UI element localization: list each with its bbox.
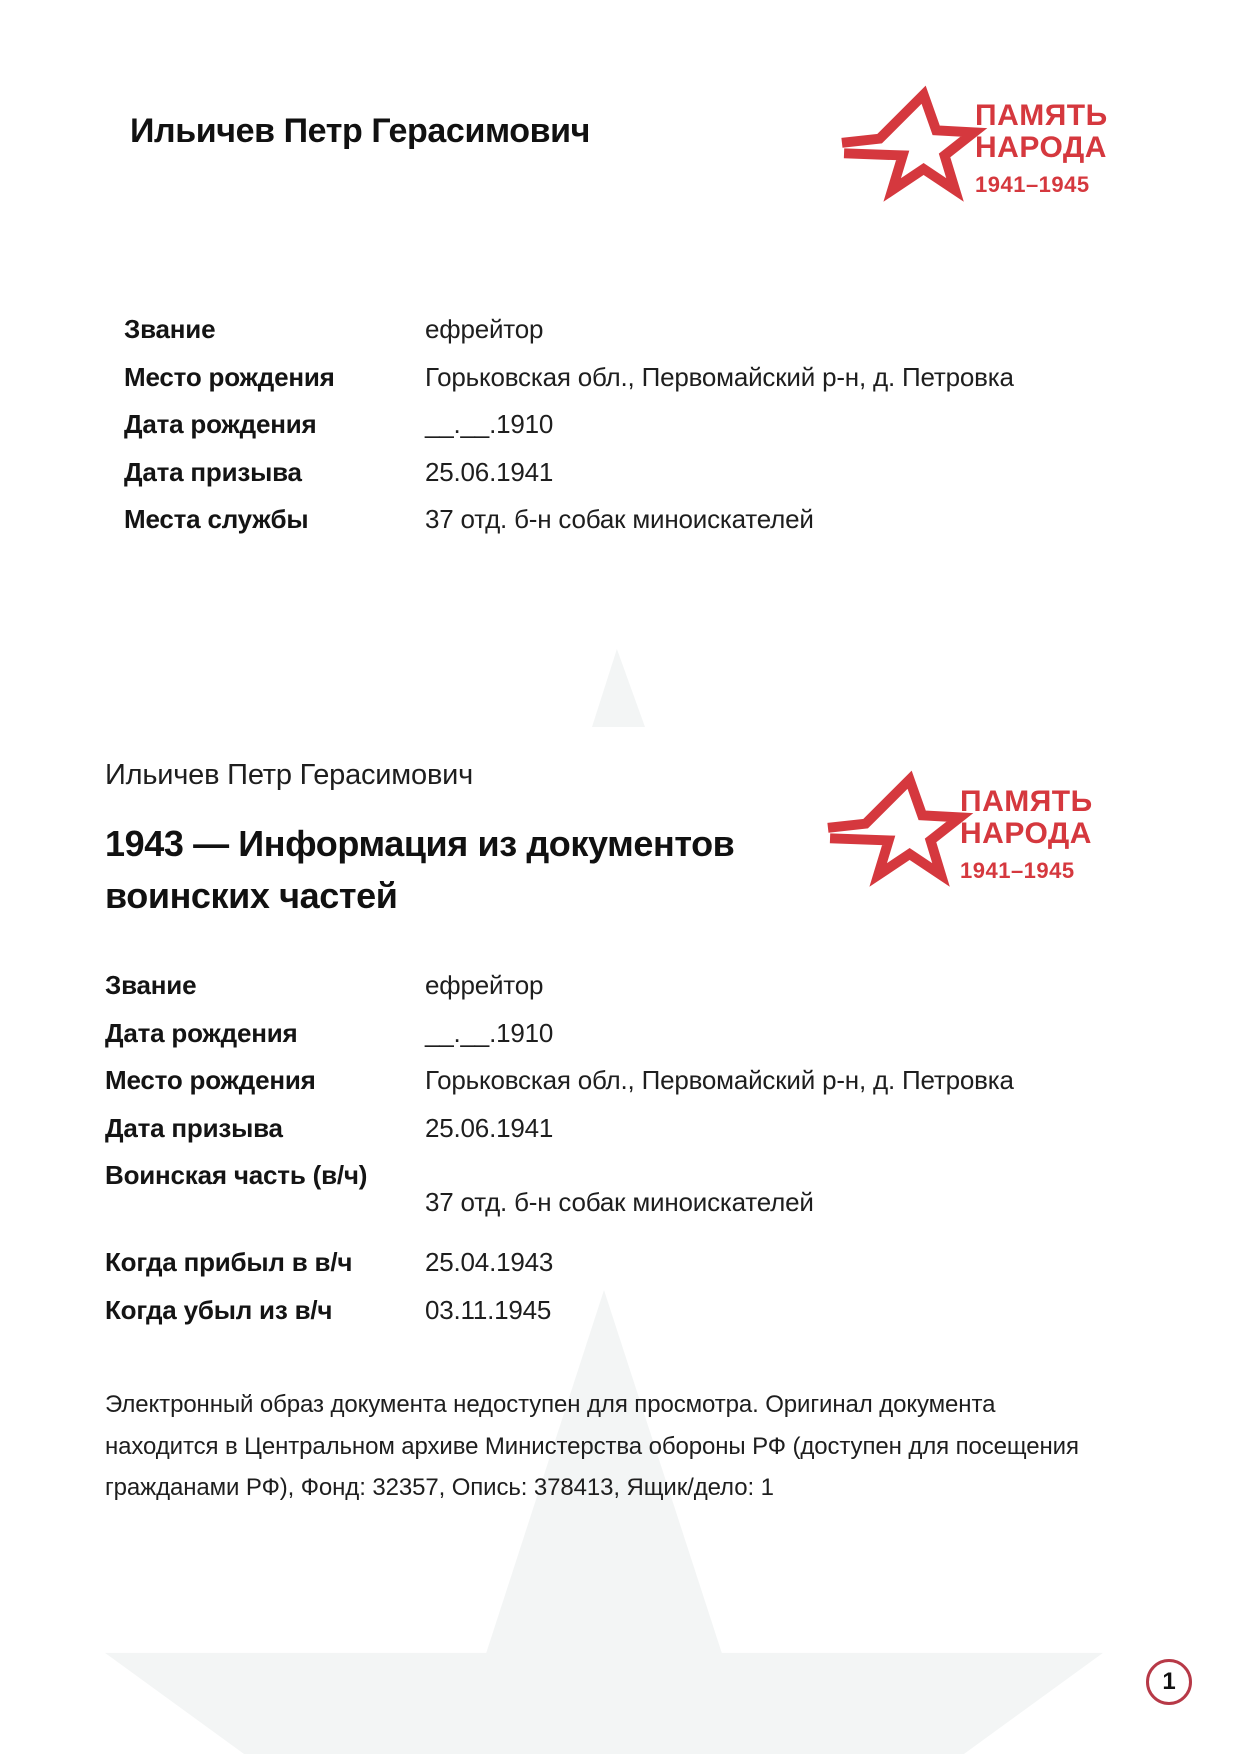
row-label: Дата призыва xyxy=(124,456,302,487)
logo-line2: НАРОДА xyxy=(960,817,1092,850)
table-row xyxy=(124,360,1124,408)
row-label: Место рождения xyxy=(124,361,335,392)
watermark-star-tip xyxy=(592,649,645,727)
row-value: ефрейтор xyxy=(425,314,544,344)
row-value: 25.04.1943 xyxy=(425,1247,554,1277)
row-label: Когда убыл из в/ч xyxy=(105,1294,333,1325)
row-value: __.__.1910 xyxy=(425,409,554,439)
row-label: Когда прибыл в в/ч xyxy=(105,1247,353,1277)
table-row xyxy=(124,455,1124,503)
memory-of-people-logo-text xyxy=(975,100,1195,198)
row-label: Дата рождения xyxy=(105,1017,298,1048)
row-label: Место рождения xyxy=(105,1065,316,1095)
row-value: __.__.1910 xyxy=(425,1017,554,1048)
logo-line2: НАРОДА xyxy=(975,131,1107,164)
row-value: 37 отд. б-н собак миноискателей xyxy=(425,1186,814,1217)
memory-of-people-star-icon xyxy=(821,67,999,225)
record-title: 1943 — Информация из документов воинских частей xyxy=(105,823,735,916)
logo-years: 1941–1945 xyxy=(960,858,1075,883)
row-value: Горьковская обл., Первомайский р-н, д. Петровка xyxy=(425,1065,1014,1095)
watermark-star-large xyxy=(105,1290,1103,1754)
memory-of-people-logo-text xyxy=(960,786,1180,884)
row-value: 37 отд. б-н собак миноискателей xyxy=(425,504,814,534)
row-value: ефрейтор xyxy=(425,970,544,1000)
row-value: Горьковская обл., Первомайский р-н, д. Петровка xyxy=(425,361,1014,392)
row-label: Дата рождения xyxy=(124,409,317,439)
table-row xyxy=(105,1016,1135,1064)
table-row xyxy=(124,502,1124,550)
table-row xyxy=(124,312,1124,360)
page-number: 1 xyxy=(1162,1668,1176,1695)
table-row xyxy=(105,1293,1135,1341)
person-name-subheader: Ильичев Петр Герасимович xyxy=(105,759,474,791)
summary-table xyxy=(124,312,1124,550)
table-row xyxy=(105,1245,1135,1293)
memory-of-people-star-icon xyxy=(807,752,985,910)
row-label: Звание xyxy=(105,970,197,1000)
row-label: Звание xyxy=(124,314,216,344)
table-row xyxy=(124,407,1124,455)
row-value: 03.11.1945 xyxy=(425,1294,552,1325)
page-number-badge xyxy=(1146,1659,1192,1705)
table-row xyxy=(105,1158,1135,1245)
table-row xyxy=(105,968,1135,1016)
row-value: 25.06.1941 xyxy=(425,1112,554,1143)
row-value: 25.06.1941 xyxy=(425,456,554,487)
logo-line1: ПАМЯТЬ xyxy=(975,99,1108,132)
row-label: Воинская часть (в/ч) xyxy=(105,1160,368,1190)
logo-line1: ПАМЯТЬ xyxy=(960,785,1093,818)
row-label: Дата призыва xyxy=(105,1112,283,1143)
person-name-title: Ильичев Петр Герасимович xyxy=(130,112,590,150)
logo-years: 1941–1945 xyxy=(975,172,1090,197)
archive-availability-note: Электронный образ документа недоступен для просмотра. Оригинал документа находится в Центральном архиве Министерства обороны РФ (доступен для посещения гражданами РФ), Фонд: 32357, Опись: 378413, Ящик/дело: 1 xyxy=(105,1391,1079,1501)
row-label: Места службы xyxy=(124,504,309,534)
military-record-table xyxy=(105,968,1135,1340)
table-row xyxy=(105,1111,1135,1159)
table-row xyxy=(105,1063,1135,1111)
